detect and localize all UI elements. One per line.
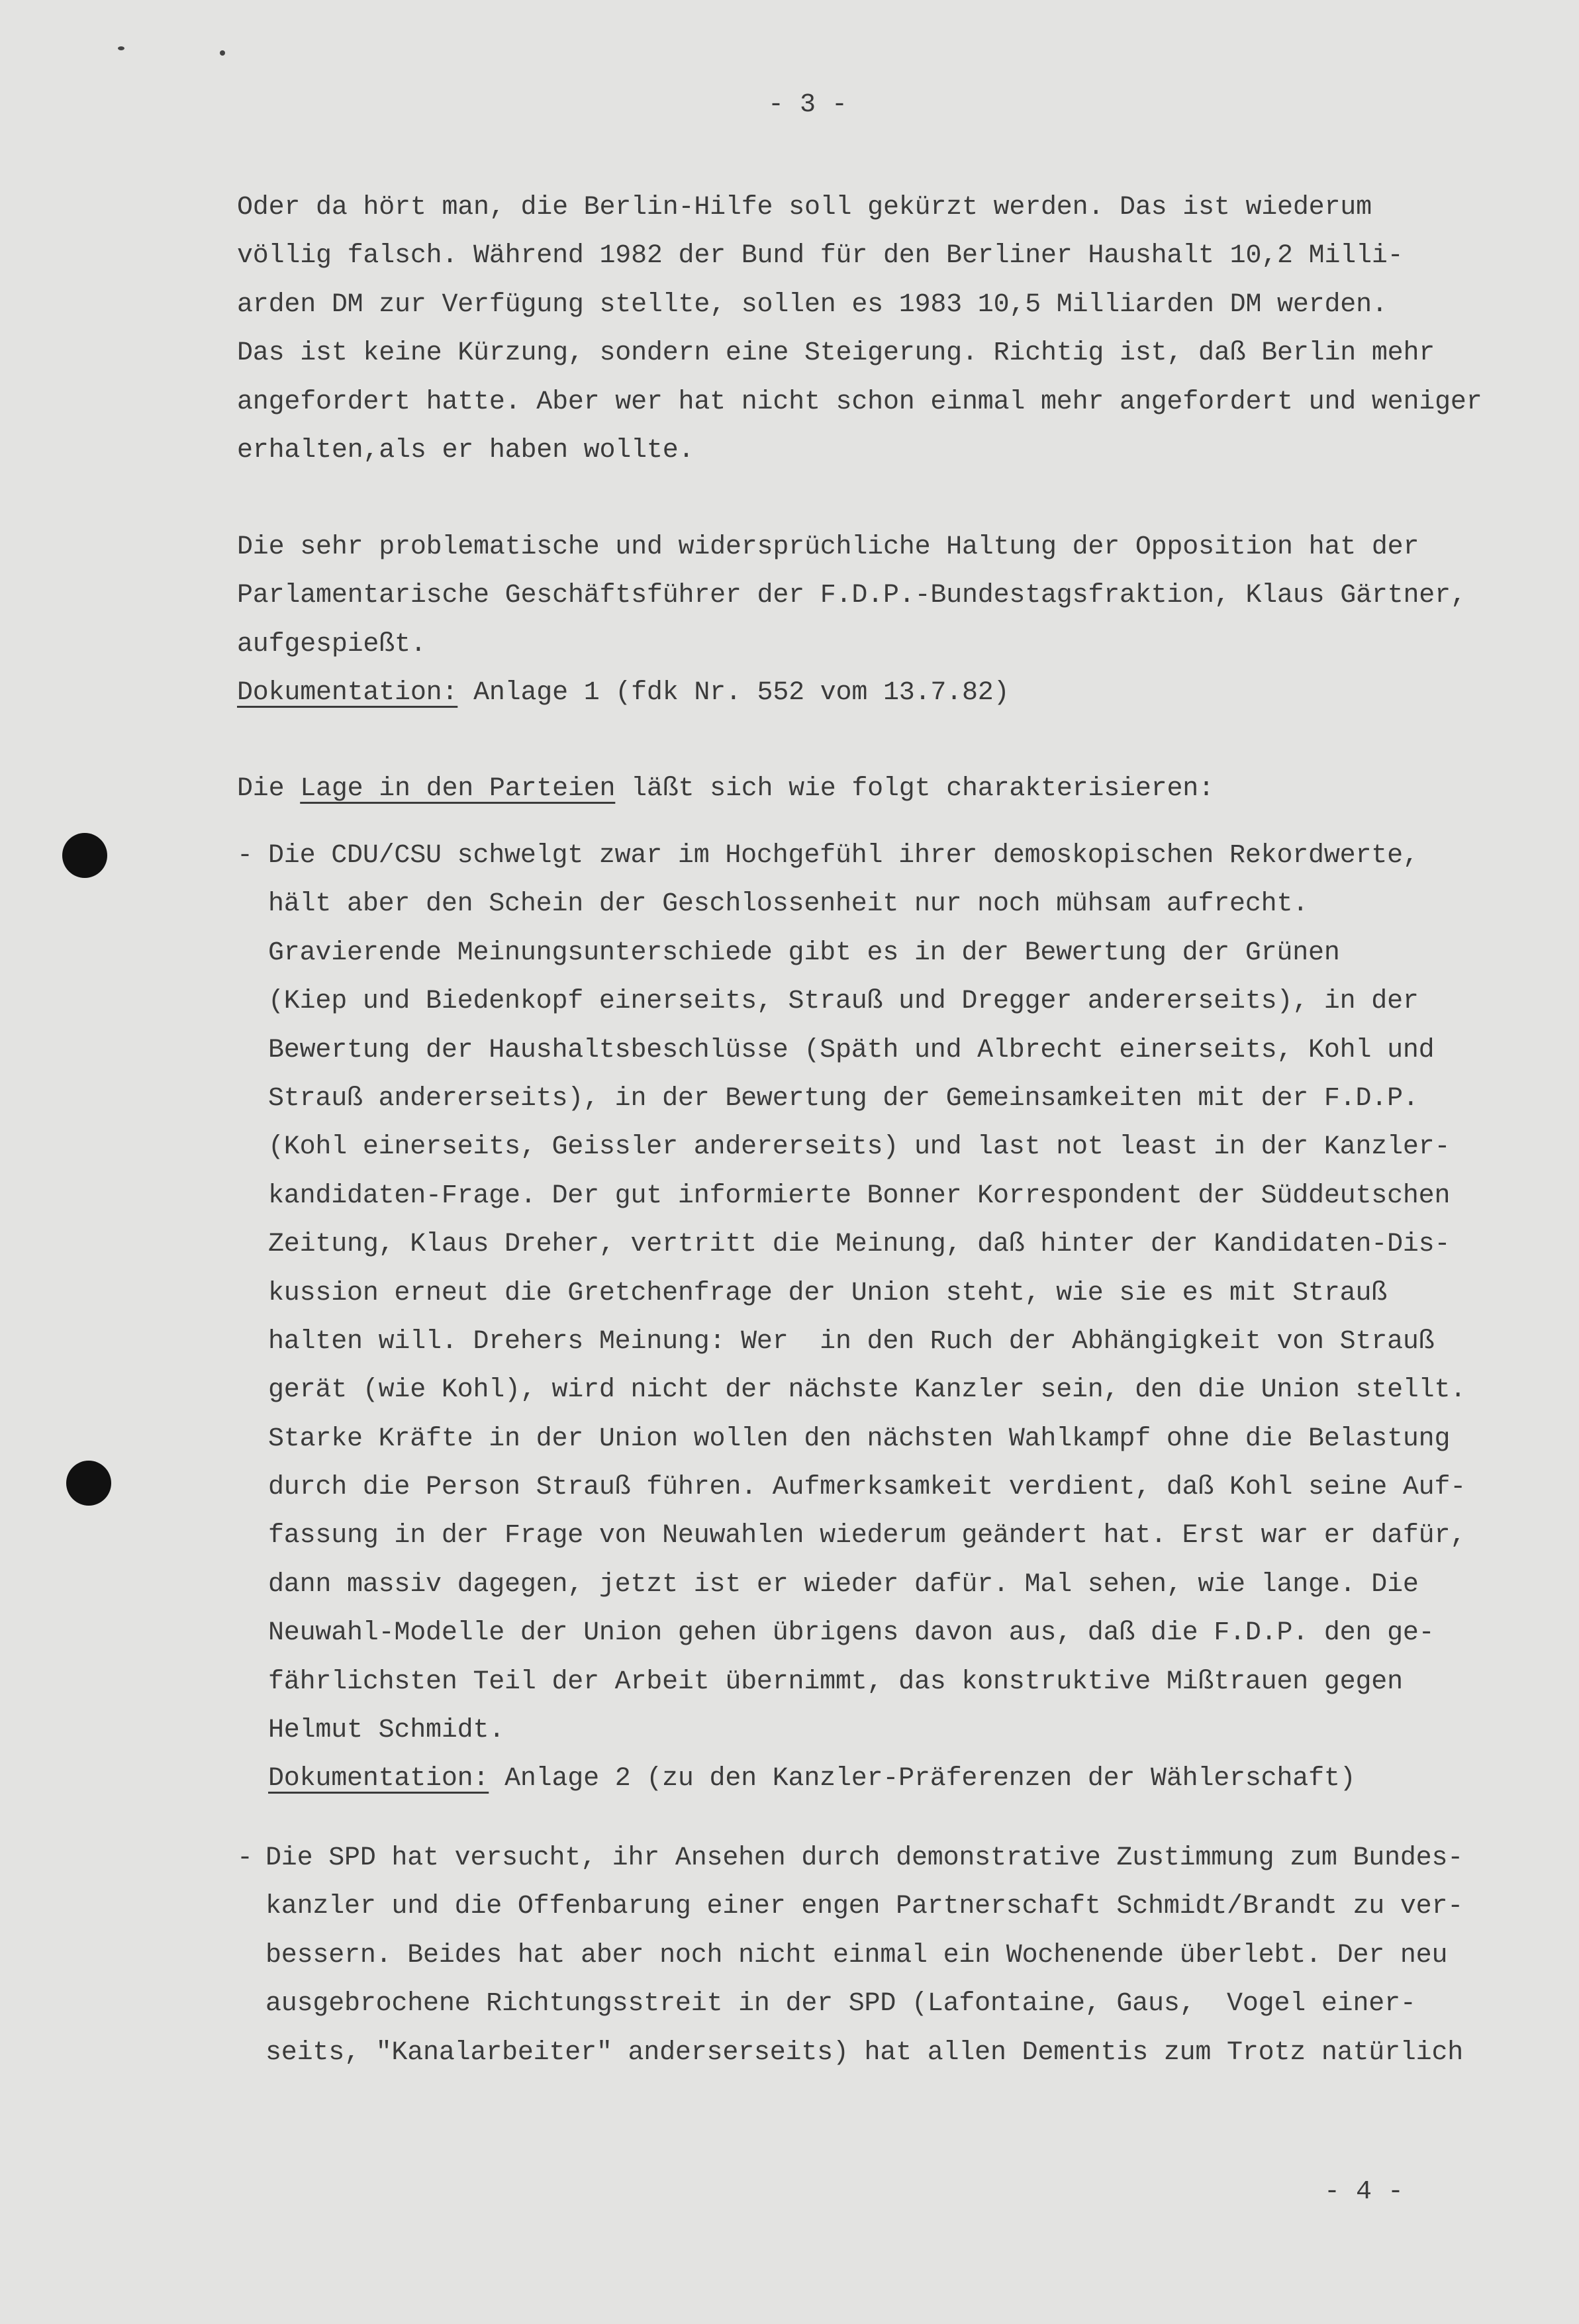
page-number: - 3 - (768, 90, 848, 120)
underlined-text: Dokumentation: (268, 1764, 489, 1794)
text-line: arden DM zur Verfügung stellte, sollen es 1983 10,5 Milliarden DM werden. (237, 289, 1388, 320)
text-line: dann massiv dagegen, jetzt ist er wieder dafür. Mal sehen, wie lange. Die (268, 1569, 1419, 1600)
punch-hole (62, 833, 107, 878)
text-line: hält aber den Schein der Geschlossenheit nur noch mühsam aufrecht. (268, 889, 1309, 920)
text-line (237, 765, 1214, 813)
paragraph-opposition (237, 523, 1466, 718)
text-line: Zeitung, Klaus Dreher, vertritt die Meinung, daß hinter der Kandidaten-Dis- (268, 1230, 1451, 1260)
text-line: kanzler und die Offenbarung einer engen Partnerschaft Schmidt/Brandt zu ver- (265, 1892, 1464, 1922)
text-line: völlig falsch. Während 1982 der Bund für den Berliner Haushalt 10,2 Milli- (237, 241, 1404, 271)
text-line: Parlamentarische Geschäftsführer der F.D.P.-Bundestagsfraktion, Klaus Gärtner, (237, 581, 1466, 611)
text-segment: Anlage 2 (zu den Kanzler-Präferenzen der Wählerschaft) (489, 1764, 1356, 1794)
text-line: fährlichsten Teil der Arbeit übernimmt, das konstruktive Mißtrauen gegen (268, 1667, 1403, 1697)
text-line: Oder da hört man, die Berlin-Hilfe soll gekürzt werden. Das ist wiederum (237, 193, 1372, 222)
text-line: Gravierende Meinungsunterschiede gibt es in der Bewertung der Grünen (268, 938, 1340, 968)
scan-speck (220, 50, 225, 56)
text-line: angefordert hatte. Aber wer hat nicht schon einmal mehr angefordert und weniger (237, 387, 1482, 417)
text-line: Die CDU/CSU schwelgt zwar im Hochgefühl ihrer demoskopischen Rekordwerte, (268, 841, 1419, 871)
punch-hole (66, 1461, 111, 1506)
text-segment: läßt sich wie folgt charakterisieren: (615, 774, 1214, 804)
text-line: fassung in der Frage von Neuwahlen wiederum geändert hat. Erst war er dafür, (268, 1521, 1466, 1551)
text-line: gerät (wie Kohl), wird nicht der nächste Kanzler sein, den die Union stellt. (268, 1375, 1466, 1406)
underlined-text: Lage in den Parteien (300, 774, 616, 804)
bullet-spd (237, 1834, 1464, 2077)
bullet-cdu-csu (237, 832, 1466, 1804)
text-line: Neuwahl-Modelle der Union gehen übrigens davon aus, daß die F.D.P. den ge- (268, 1618, 1435, 1649)
text-line: Die sehr problematische und widersprüchliche Haltung der Opposition hat der (237, 532, 1419, 562)
bullet-dash: - (237, 841, 253, 871)
text-line: erhalten,als er haben wollte. (237, 435, 694, 465)
text-line: aufgespießt. (237, 629, 426, 659)
paragraph-berlin-hilfe (237, 183, 1482, 475)
text-segment: Die (237, 774, 301, 804)
text-line: kussion erneut die Gretchenfrage der Union steht, wie sie es mit Strauß (268, 1278, 1388, 1308)
text-line: durch die Person Strauß führen. Aufmerksamkeit verdient, daß Kohl seine Auf- (268, 1473, 1466, 1503)
scan-speck (118, 46, 124, 50)
text-line: Starke Kräfte in der Union wollen den nächsten Wahlkampf ohne die Belastung (268, 1424, 1451, 1454)
bullet-dash: - (237, 1843, 253, 1873)
text-line: Helmut Schmidt. (268, 1716, 505, 1746)
text-line: Das ist keine Kürzung, sondern eine Steigerung. Richtig ist, daß Berlin mehr (237, 338, 1435, 369)
text-line: ausgebrochene Richtungsstreit in der SPD (Lafontaine, Gaus, Vogel einer- (265, 1989, 1416, 2019)
text-line: Die SPD hat versucht, ihr Ansehen durch demonstrative Zustimmung zum Bundes- (265, 1843, 1464, 1873)
text-line (237, 669, 1466, 717)
text-line: seits, "Kanalarbeiter" anderserseits) hat allen Dementis zum Trotz natürlich (265, 2037, 1464, 2068)
text-line: Strauß andererseits), in der Bewertung der Gemeinsamkeiten mit der F.D.P. (268, 1083, 1419, 1114)
text-line: halten will. Drehers Meinung: Wer in den Ruch der Abhängigkeit von Strauß (268, 1326, 1435, 1357)
underlined-text: Dokumentation: (237, 678, 458, 708)
text-line: kandidaten-Frage. Der gut informierte Bonner Korrespondent der Süddeutschen (268, 1181, 1451, 1211)
text-line: (Kohl einerseits, Geissler andererseits) und last not least in der Kanzler- (268, 1132, 1451, 1163)
text-line: bessern. Beides hat aber noch nicht einmal ein Wochenende überlebt. Der neu (265, 1940, 1448, 1970)
text-segment: Anlage 1 (fdk Nr. 552 vom 13.7.82) (457, 678, 1010, 708)
paragraph-lage (237, 765, 1214, 813)
text-line: (Kiep und Biedenkopf einerseits, Strauß und Dregger andererseits), in der (268, 987, 1419, 1017)
text-line (268, 1755, 1466, 1803)
next-page-indicator: - 4 - (1324, 2177, 1404, 2207)
text-line: Bewertung der Haushaltsbeschlüsse (Späth und Albrecht einerseits, Kohl und (268, 1035, 1435, 1065)
